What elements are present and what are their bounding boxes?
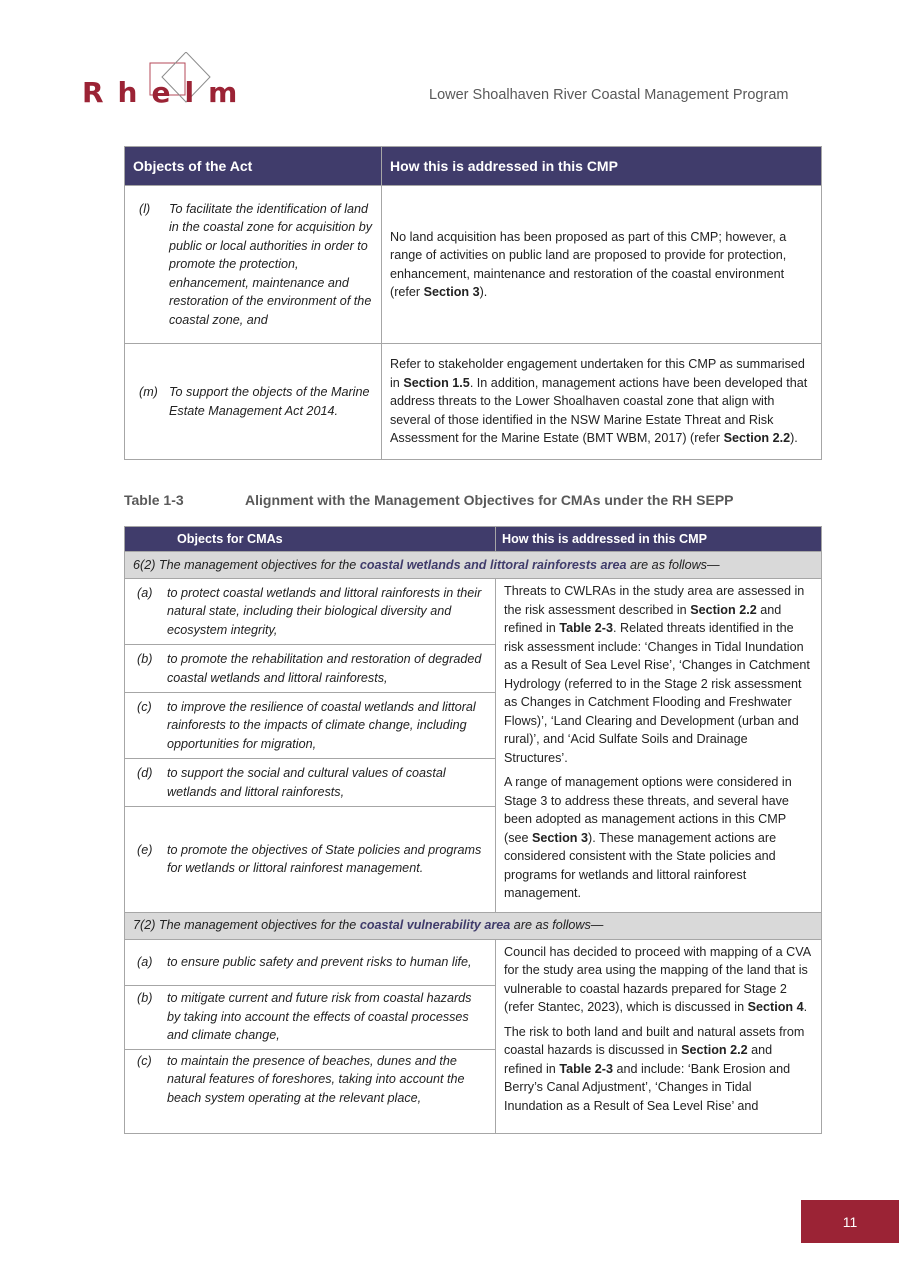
item-label: (a): [137, 954, 153, 969]
object-cell: [125, 186, 382, 344]
item-label: (b): [137, 652, 153, 667]
item-label: (c): [137, 1053, 152, 1068]
object-cell: [125, 344, 382, 460]
rhelm-logo: [82, 52, 252, 109]
section-reference: Section 1.5: [403, 375, 470, 390]
table-row: [125, 344, 822, 460]
item-label: (m): [139, 385, 158, 399]
item-text: to promote the objectives of State policies and programs for wetlands or littoral rainforest management.: [167, 842, 482, 876]
item-text: to maintain the presence of beaches, dunes and the natural features of foreshores, taking into account the beach system operating at the relevant place,: [167, 1053, 465, 1105]
table-row: [125, 579, 822, 645]
response-cell: No land acquisition has been proposed as part of this CMP; however, a range of activities on public land are proposed to provide for protection, enhancement, maintenance and restoration of the coastal environment (refer Section 3).: [382, 186, 822, 344]
page-number: 11: [801, 1200, 899, 1243]
table-caption: [124, 492, 734, 508]
table-title: Alignment with the Management Objectives for CMAs under the RH SEPP: [245, 492, 734, 508]
item-label: (a): [137, 585, 153, 600]
column-header: Objects of the Act: [125, 147, 382, 186]
item-label: (c): [137, 699, 152, 714]
table-row: [125, 186, 822, 344]
item-label: (b): [137, 991, 153, 1006]
column-header: How this is addressed in this CMP: [496, 527, 822, 552]
item-label: (d): [137, 766, 153, 781]
response-cell: Refer to stakeholder engagement undertaken for this CMP as summarised in Section 1.5. In addition, management actions have been developed that address threats to the Lower Shoalhaven coastal zone that align with several of those identified in the NSW Marine Estate Threat and Risk Assessment for the Marine Estate (BMT WBM, 2017) (refer Section 2.2).: [382, 344, 822, 460]
table-number: Table 1-3: [124, 492, 184, 508]
section-row: 7(2) The management objectives for the coastal vulnerability area are as follows—: [125, 912, 822, 939]
item-text: To facilitate the identification of land in the coastal zone for acquisition by public or local authorities in order to promote the protection, enhancement, maintenance and restoration of the environment of the coastal zone, and: [169, 201, 373, 327]
item-text: to ensure public safety and prevent risks to human life,: [167, 954, 472, 969]
response-cell: Threats to CWLRAs in the study area are assessed in the risk assessment described in Section 2.2 and refined in Table 2-3. Related threats identified in the risk assessment include: ‘Changes in Tidal Inundation as a Result of Sea Level Rise’, ‘Changes in Catchment Hydrology (referred to in the Stage 2 risk assessment as Changes in Catchment Flooding and Freshwater Flows)’, ‘Land Clearing and Development (urban and rural)’, and ‘Acid Sulfate Soils and Drainage Structures’. A range of management options were considered in Stage 3 to address these threats, and several have been adopted as management actions in this CMP (see Section 3). These management actions are considered consistent with the State policies and programs for wetlands and littoral rainforest management.: [496, 579, 822, 913]
item-text: to support the social and cultural values of coastal wetlands and littoral rainforests,: [167, 766, 446, 799]
section-reference: Section 3: [423, 285, 480, 299]
section-row: 6(2) The management objectives for the coastal wetlands and littoral rainforests area are as follows—: [125, 552, 822, 579]
column-header: How this is addressed in this CMP: [382, 147, 822, 186]
highlight-term: coastal wetlands and littoral rainforests area: [359, 557, 627, 572]
objects-of-act-table: [124, 146, 822, 460]
column-header: Objects for CMAs: [125, 527, 496, 552]
item-text: to promote the rehabilitation and restoration of degraded coastal wetlands and littoral rainforests,: [167, 652, 482, 685]
section-reference: Section 2.2: [723, 431, 791, 446]
item-text: to protect coastal wetlands and littoral rainforests in their natural state, including their biological diversity and ecosystem integrity,: [167, 585, 482, 637]
item-label: (l): [139, 201, 151, 216]
item-text: to mitigate current and future risk from coastal hazards by taking into account the effects of coastal processes and climate change,: [167, 991, 472, 1043]
item-label: (e): [137, 842, 153, 857]
table-row: [125, 939, 822, 985]
management-objectives-table: [124, 526, 822, 1134]
item-text: to improve the resilience of coastal wetlands and littoral rainforests to the impacts of climate change, including opportunities for migration,: [167, 699, 476, 751]
logo-text: Rhelm: [82, 76, 252, 109]
item-text: To support the objects of the Marine Estate Management Act 2014.: [169, 385, 370, 418]
highlight-term: coastal vulnerability area: [359, 918, 511, 933]
document-title: Lower Shoalhaven River Coastal Management Program: [429, 87, 789, 103]
response-cell: Council has decided to proceed with mapping of a CVA for the study area using the mapping of the land that is vulnerable to coastal hazards prepared for Stage 2 (refer Stantec, 2023), which is discussed in Section 4. The risk to both land and built and natural assets from coastal hazards is discussed in Section 2.2 and refined in Table 2-3 and include: ‘Bank Erosion and Berry’s Canal Adjustment’, ‘Changes in Tidal Inundation as a Result of Sea Level Rise’ and: [496, 939, 822, 1133]
